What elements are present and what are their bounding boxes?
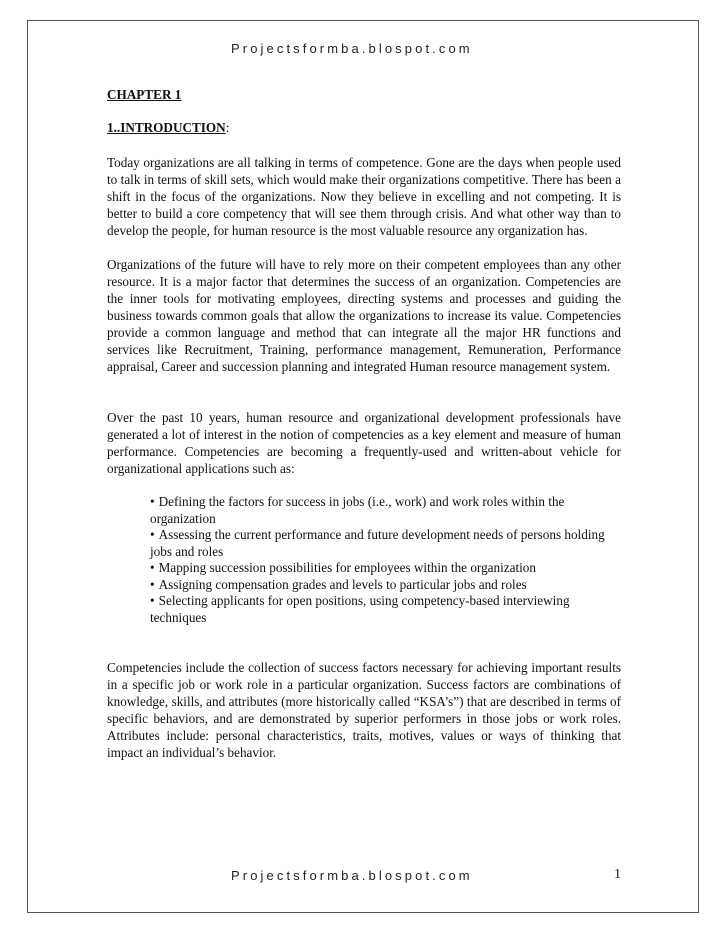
application-list [150, 494, 621, 626]
list-item [150, 494, 621, 527]
list-item-text: Assessing the current performance and future development needs of persons holding jobs and roles [150, 527, 605, 559]
section-title-suffix: : [225, 120, 230, 135]
list-item-text: Mapping succession possibilities for employees within the organization [158, 560, 536, 575]
paragraph: Today organizations are all talking in terms of competence. Gone are the days when people used to talk in terms of skill sets, which would make their organizations competitive. There has been a shift in the focus of the organizations. Now they believe in excelling and not competing. It is better to build a core competency that will see them through crisis. And what other way than to develop the people, for human resource is the most valuable resource any organization has. [107, 155, 621, 238]
list-item [150, 593, 621, 626]
list-item-text: Assigning compensation grades and levels to particular jobs and roles [158, 576, 527, 592]
list-item [150, 577, 621, 594]
list-item-text: Defining the factors for success in jobs (i.e., work) and work roles within the organization [150, 494, 565, 526]
bullet-icon: • [150, 576, 155, 592]
bullet-icon: • [150, 494, 155, 509]
list-item [150, 527, 621, 560]
chapter-title: CHAPTER 1 [107, 87, 182, 102]
document-body [107, 86, 621, 761]
section-title [107, 119, 621, 136]
paragraph: Competencies include the collection of success factors necessary for achieving important results in a specific job or work role in a particular organization. Success factors are combinations of knowledge, skills, and attributes (more historically called “KSA’s”) that are described in terms of specific behaviors, and are demonstrated by superior performers in those jobs or work roles. Attributes include: personal characteristics, traits, motives, values or ways of thinking that impact an individual’s behavior. [107, 660, 621, 760]
page-footer: Projectsformba.blospot.com [231, 868, 473, 883]
page-number: 1 [614, 867, 621, 882]
bullet-icon: • [150, 593, 155, 608]
page-header: Projectsformba.blospot.com [231, 41, 473, 56]
bullet-icon: • [150, 560, 155, 575]
paragraph: Over the past 10 years, human resource and organizational development professionals have generated a lot of interest in the notion of competencies as a key element and measure of human performance. Competencies are becoming a frequently-used and written-about vehicle for organizational applications such as: [107, 410, 621, 476]
list-item [150, 560, 621, 577]
list-item-text: Selecting applicants for open positions, using competency-based interviewing techniques [150, 593, 570, 625]
bullet-icon: • [150, 527, 155, 542]
section-title-text: 1..INTRODUCTION [107, 120, 226, 135]
paragraph: Organizations of the future will have to rely more on their competent employees than any other resource. It is a major factor that determines the success of an organization. Competencies are the inner tools for motivating employees, directing systems and processes and guiding the business towards common goals that allow the organizations to increase its value. Competencies provide a common language and method that can integrate all the major HR functions and services like Recruitment, Training, performance management, Remuneration, Performance appraisal, Career and succession planning and integrated Human resource management system. [107, 257, 621, 374]
